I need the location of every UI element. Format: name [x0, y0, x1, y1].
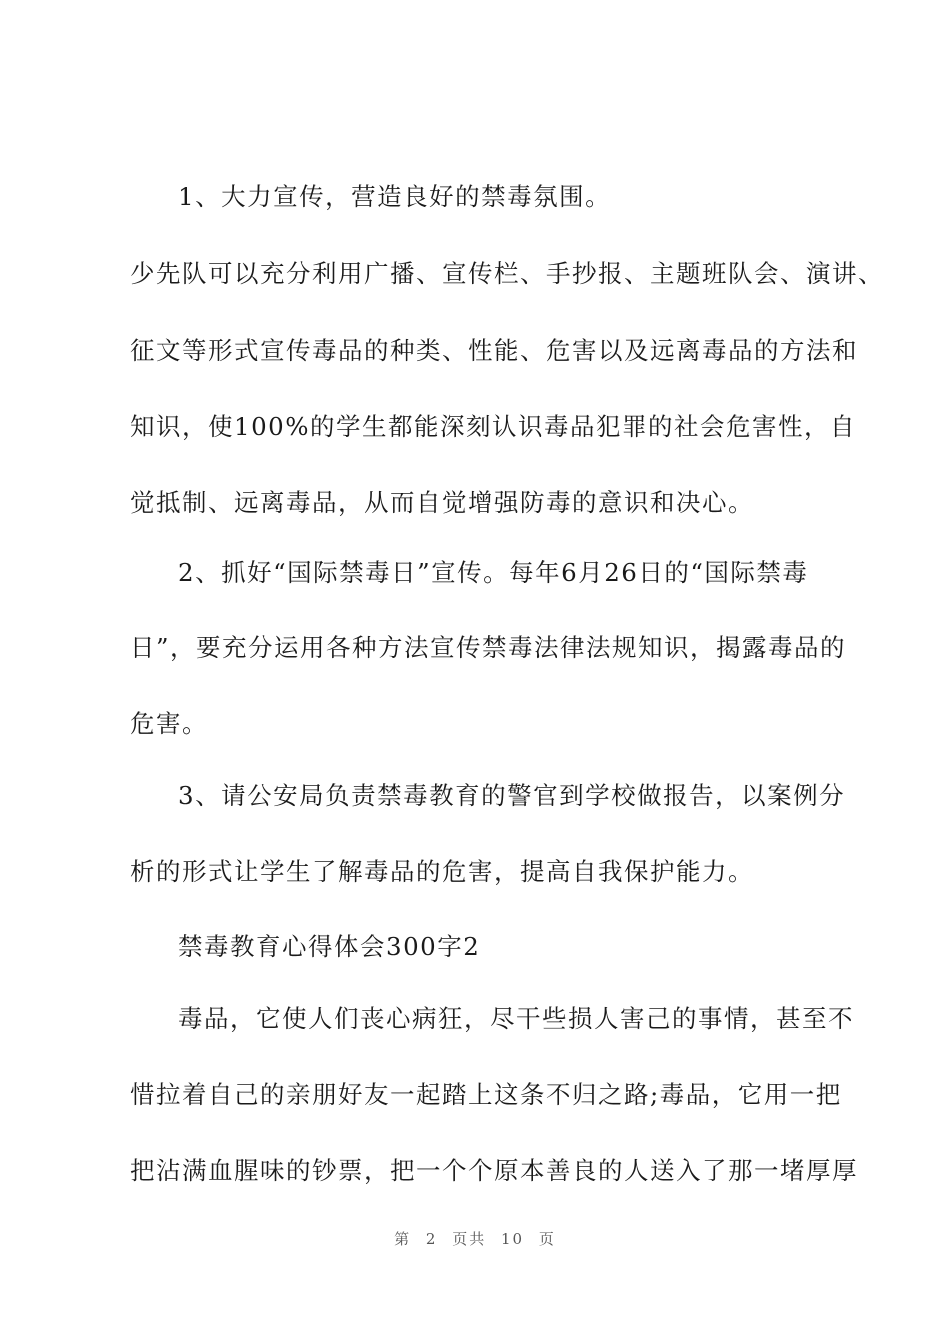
page-number-footer: 第 2 页共 10 页: [394, 1230, 556, 1248]
section-heading: 禁毒教育心得体会300字2: [178, 932, 481, 961]
paragraph-line-5: 觉抵制、远离毒品，从而自觉增强防毒的意识和决心。: [130, 488, 754, 517]
paragraph-line-3: 征文等形式宣传毒品的种类、性能、危害以及远离毒品的方法和: [130, 336, 858, 365]
paragraph-line-4: 知识，使100%的学生都能深刻认识毒品犯罪的社会危害性，自: [130, 412, 857, 441]
paragraph-line-13: 惜拉着自己的亲朋好友一起踏上这条不归之路;毒品，它用一把: [130, 1080, 842, 1109]
paragraph-line-14: 把沾满血腥味的钞票，把一个个原本善良的人送入了那一堵厚厚: [130, 1156, 858, 1185]
paragraph-line-1: 1、大力宣传，营造良好的禁毒氛围。: [178, 182, 612, 211]
paragraph-line-6: 2、抓好“国际禁毒日”宣传。每年6月26日的“国际禁毒: [178, 558, 809, 587]
paragraph-line-8: 危害。: [130, 709, 208, 738]
paragraph-line-12: 毒品，它使人们丧心病狂，尽干些损人害己的事情，甚至不: [178, 1004, 854, 1033]
paragraph-line-2: 少先队可以充分利用广播、宣传栏、手抄报、主题班队会、演讲、: [130, 259, 884, 288]
paragraph-line-10: 析的形式让学生了解毒品的危害，提高自我保护能力。: [130, 857, 754, 886]
paragraph-line-9: 3、请公安局负责禁毒教育的警官到学校做报告，以案例分: [178, 781, 846, 810]
paragraph-line-7: 日”，要充分运用各种方法宣传禁毒法律法规知识，揭露毒品的: [130, 633, 847, 662]
